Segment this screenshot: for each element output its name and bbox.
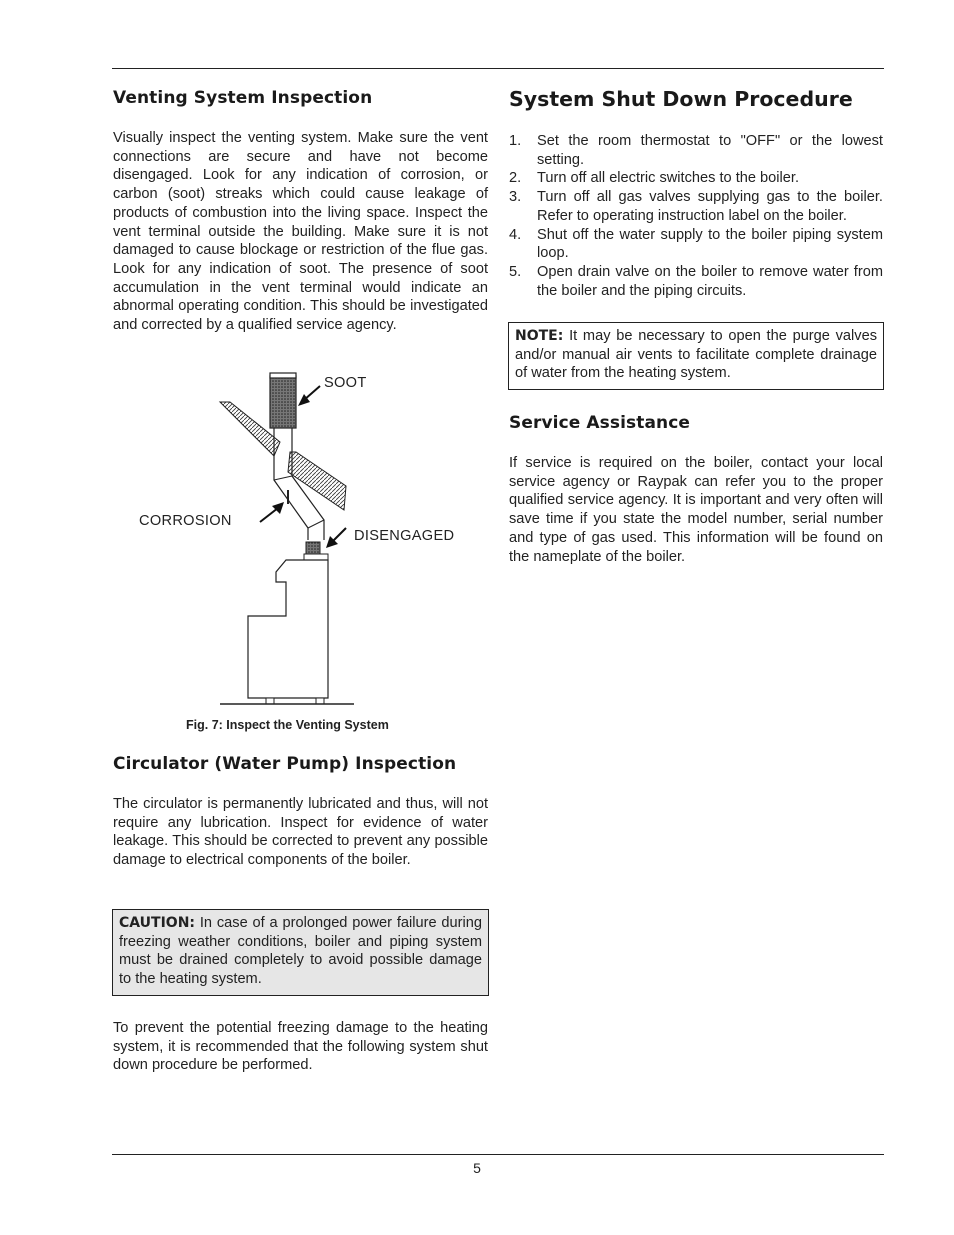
circulator-text: The circulator is permanently lubricated and thus, will not require any lubrication. Inspect for evidence of water leakage. This should be corrected to prevent any possible damage to electrical components of the boiler.	[113, 796, 488, 869]
shutdown-steps	[509, 132, 883, 300]
freeze-text: To prevent the potential freezing damage to the heating system, it is recommended that the following system shut down procedure be performed.	[113, 1020, 488, 1074]
caution-box	[112, 909, 489, 996]
venting-text: Visually inspect the venting system. Make sure the vent connections are secure and have not become disengaged. Look for any indication of corrosion, or carbon (soot) streaks which could cause leakage of products of combustion into the living space. Inspect the vent terminal outside the building. Make sure it is not damaged to cause blockage or restriction of the flue gas. Look for any indication of soot. The presence of soot accumulation in the vent terminal would indicate an abnormal operating condition. This should be investigated and corrected by a qualified service agency.	[113, 130, 488, 334]
bottom-rule	[112, 1154, 884, 1155]
venting-heading: Venting System Inspection	[113, 88, 373, 108]
corrosion-arrow	[260, 502, 284, 522]
soot-label: SOOT	[324, 375, 367, 391]
step-item: 1. Set the room thermostat to "OFF" or the lowest setting.	[509, 133, 883, 168]
boiler-body	[248, 560, 328, 698]
step-item: 5. Open drain valve on the boiler to remove water from the boiler and the piping circuits.	[509, 263, 883, 299]
disengaged-arrow	[326, 528, 346, 548]
caution-label: CAUTION:	[119, 915, 196, 931]
vent-terminal	[270, 376, 296, 428]
step-item: 3. Turn off all gas valves supplying gas to the boiler. Refer to operating instruction label on the boiler.	[509, 189, 883, 224]
roof-panel-right	[288, 452, 346, 510]
soot-arrow	[298, 386, 320, 406]
note-label: NOTE:	[515, 328, 564, 344]
service-heading: Service Assistance	[509, 413, 691, 433]
disengaged-label: DISENGAGED	[354, 528, 455, 544]
shutdown-heading: System Shut Down Procedure	[509, 87, 853, 111]
top-rule	[112, 68, 884, 69]
corrosion-label: CORROSION	[139, 513, 232, 529]
step-item: 4. Shut off the water supply to the boiler piping system loop.	[509, 226, 883, 262]
service-text: If service is required on the boiler, contact your local service agency or Raypak can refer you to the proper qualified service agency. It is important and very often will save time if you state the model number, serial number and type of gas used. This information will be found on the nameplate of the boiler.	[509, 455, 883, 565]
step-item: 2. Turn off all electric switches to the boiler.	[509, 170, 799, 187]
figure-caption: Fig. 7: Inspect the Venting System	[186, 718, 389, 732]
note-text: It may be necessary to open the purge valves and/or manual air vents to facilitate complete drainage of water from the heating system.	[515, 328, 877, 382]
circulator-heading: Circulator (Water Pump) Inspection	[113, 754, 457, 774]
page-number: 5	[473, 1160, 481, 1176]
disengaged-joint	[306, 542, 320, 554]
note-box	[508, 322, 884, 390]
caution-text: In case of a prolonged power failure during freezing weather conditions, boiler and piping system must be drained completely to avoid possible damage to the heating system.	[119, 915, 482, 988]
